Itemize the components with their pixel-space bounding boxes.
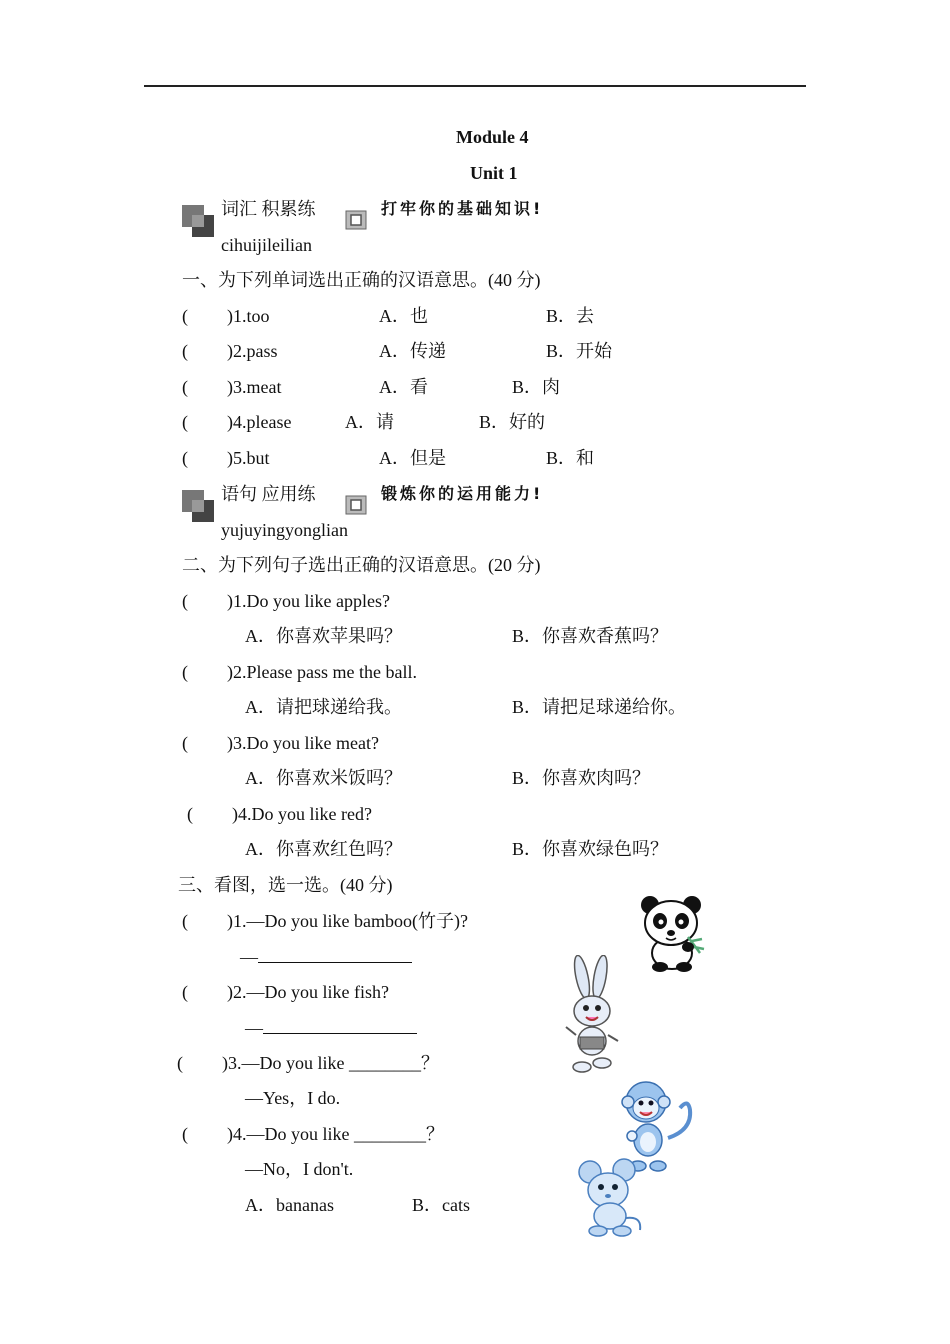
option-a: A．但是 [379, 448, 446, 468]
vocab-section-label: 词汇 积累练 [221, 199, 316, 219]
answer-paren: ( [182, 306, 188, 326]
mouse-image [576, 1158, 648, 1238]
question-text: )4.Do you like red? [232, 804, 372, 824]
panda-image [638, 895, 708, 973]
header-rule [144, 85, 806, 87]
unit-title: Unit 1 [470, 163, 518, 183]
option-b: B．肉 [512, 377, 561, 397]
answer-paren: ( [187, 804, 193, 824]
option-a: A．你喜欢红色吗？ [245, 839, 402, 859]
answer-text: —No，I don't. [245, 1159, 354, 1179]
question-text: )2.—Do you like fish? [227, 982, 389, 1002]
answer-paren: ( [182, 662, 188, 682]
option-b: B．cats [412, 1195, 470, 1215]
dash: — [240, 947, 258, 967]
answer-line [240, 946, 412, 966]
option-b: B．和 [546, 448, 595, 468]
answer-paren: ( [182, 591, 188, 611]
option-b: B．你喜欢肉吗？ [512, 768, 651, 788]
question-text: )3.meat [227, 377, 282, 397]
answer-paren: ( [182, 1124, 188, 1144]
section-badge-icon [182, 490, 216, 522]
answer-paren: ( [182, 982, 188, 1002]
answer-line [245, 1017, 417, 1037]
question-text: )3.Do you like meat? [227, 733, 379, 753]
option-a: A．也 [379, 306, 428, 326]
answer-paren: ( [177, 1053, 183, 1073]
answer-paren: ( [182, 341, 188, 361]
option-a: A．你喜欢苹果吗？ [245, 626, 402, 646]
answer-text: —Yes，I do. [245, 1088, 341, 1108]
option-a: A．传递 [379, 341, 446, 361]
answer-paren: ( [182, 448, 188, 468]
option-a: A．你喜欢米饭吗？ [245, 768, 402, 788]
part3-title: 三、看图，选一选。(40 分) [178, 875, 393, 895]
part1-title: 一、为下列单词选出正确的汉语意思。(40 分) [182, 270, 541, 290]
module-title: Module 4 [456, 127, 529, 147]
dash: — [245, 1018, 263, 1038]
question-text: )5.but [227, 448, 270, 468]
option-b: B．你喜欢香蕉吗？ [512, 626, 669, 646]
square-marker-icon [345, 495, 367, 515]
answer-paren: ( [182, 412, 188, 432]
part2-title: 二、为下列句子选出正确的汉语意思。(20 分) [182, 555, 541, 575]
section-badge-icon [182, 205, 216, 237]
option-b: B．去 [546, 306, 595, 326]
sentence-section-label: 语句 应用练 [221, 484, 316, 504]
option-a: A．请 [345, 412, 394, 432]
option-b: B．请把足球递给你。 [512, 697, 687, 717]
rabbit-image [562, 955, 624, 1077]
option-b: B．好的 [479, 412, 546, 432]
option-a: A．看 [379, 377, 428, 397]
option-a: A．bananas [245, 1195, 334, 1215]
question-text: )1.too [227, 306, 270, 326]
question-text: )4.please [227, 412, 292, 432]
vocab-section-pinyin: cihuijileilian [221, 235, 312, 255]
question-text: )1.Do you like apples? [227, 591, 390, 611]
question-text: )3.—Do you like ________？ [222, 1053, 439, 1073]
option-b: B．开始 [546, 341, 613, 361]
answer-blank[interactable] [258, 946, 412, 963]
question-text: )1.—Do you like bamboo(竹子)? [227, 911, 468, 931]
answer-paren: ( [182, 911, 188, 931]
answer-blank[interactable] [263, 1017, 417, 1034]
square-marker-icon [345, 210, 367, 230]
option-a: A．请把球递给我。 [245, 697, 402, 717]
option-b: B．你喜欢绿色吗？ [512, 839, 669, 859]
vocab-slogan: 打牢你的基础知识! [381, 199, 544, 218]
answer-paren: ( [182, 377, 188, 397]
question-text: )2.pass [227, 341, 278, 361]
answer-paren: ( [182, 733, 188, 753]
question-text: )4.—Do you like ________？ [227, 1124, 444, 1144]
sentence-section-pinyin: yujuyingyonglian [221, 520, 348, 540]
sentence-slogan: 锻炼你的运用能力! [381, 484, 544, 503]
question-text: )2.Please pass me the ball. [227, 662, 417, 682]
